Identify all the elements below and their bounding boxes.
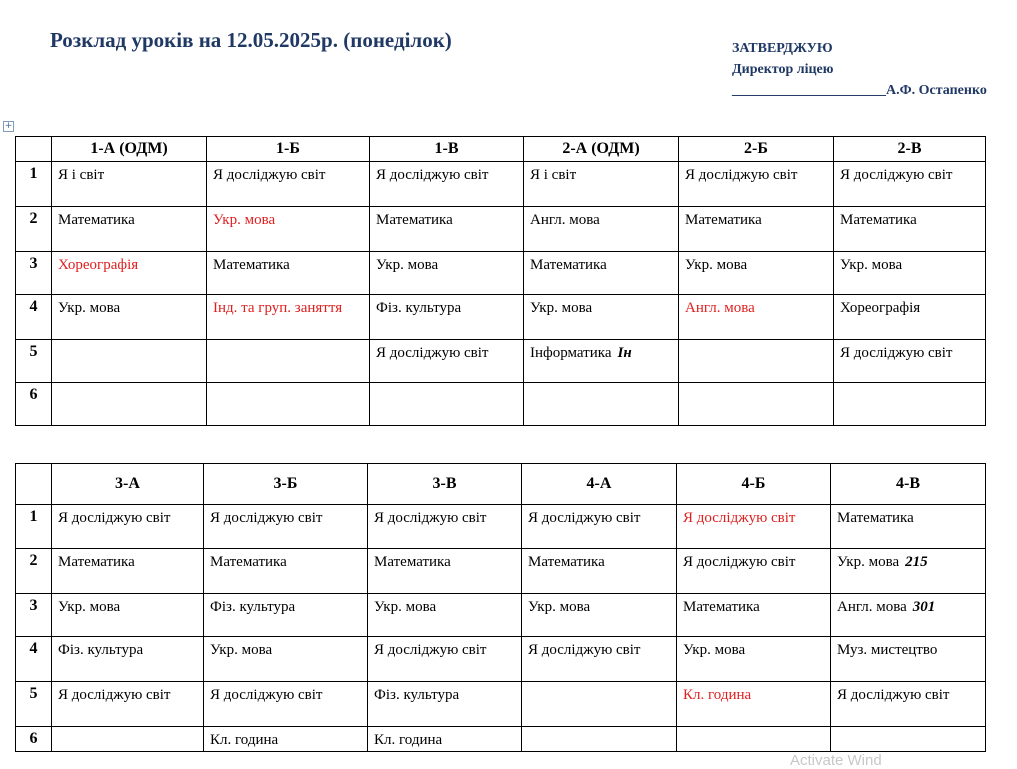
subject-name: Інформатика [530, 345, 612, 361]
lesson-cell [207, 340, 370, 383]
lesson-row [16, 252, 986, 295]
lesson-cell [834, 162, 986, 207]
lesson-cell [834, 295, 986, 340]
lesson-cell [831, 682, 986, 727]
approval-heading: ЗАТВЕРДЖУЮ [732, 41, 833, 56]
subject-name: Кл. година [210, 732, 279, 748]
subject-name: Я досліджую світ [213, 167, 326, 183]
lesson-cell [52, 207, 207, 252]
header-class: 3-А [52, 464, 204, 505]
subject-name: Я досліджую світ [210, 687, 323, 703]
header-row [16, 137, 986, 162]
subject-name: Математика [374, 554, 451, 570]
move-table-icon[interactable]: + [4, 121, 13, 131]
schedule-table-grades-1-2 [15, 136, 986, 426]
lesson-cell [524, 383, 679, 426]
subject-name: Я і світ [530, 167, 577, 183]
subject-name: Я досліджую світ [685, 167, 798, 183]
lesson-row [16, 162, 986, 207]
lesson-row [16, 207, 986, 252]
subject-name: Я досліджую світ [683, 554, 796, 570]
lesson-cell [52, 295, 207, 340]
lesson-cell [207, 162, 370, 207]
lesson-cell [368, 637, 522, 682]
lesson-cell [52, 162, 207, 207]
lesson-cell [522, 594, 677, 637]
lesson-number: 2 [16, 207, 52, 252]
lesson-number: 1 [16, 162, 52, 207]
header-class: 4-В [831, 464, 986, 505]
subject-name: Я досліджую світ [840, 345, 953, 361]
lesson-row [16, 549, 986, 594]
lesson-row [16, 594, 986, 637]
subject-name: Математика [213, 257, 290, 273]
header-class: 4-Б [677, 464, 831, 505]
lesson-row [16, 637, 986, 682]
room-number: 215 [905, 554, 928, 570]
lesson-cell [52, 682, 204, 727]
lesson-cell [831, 727, 986, 752]
room-number: Ін [617, 345, 632, 361]
subject-name: Я досліджую світ [376, 167, 489, 183]
subject-name: Укр. мова [374, 599, 437, 615]
watermark-text: Activate Wind [790, 752, 882, 769]
subject-name: Укр. мова [213, 212, 276, 228]
lesson-cell [368, 549, 522, 594]
subject-name: Математика [683, 599, 760, 615]
subject-name: Я досліджую світ [840, 167, 953, 183]
subject-name: Я і світ [58, 167, 105, 183]
subject-name: Укр. мова [58, 599, 121, 615]
lesson-cell [522, 505, 677, 549]
lesson-cell [52, 549, 204, 594]
lesson-cell [524, 162, 679, 207]
lesson-cell [52, 727, 204, 752]
lesson-cell [522, 727, 677, 752]
subject-name: Я досліджую світ [374, 510, 487, 526]
subject-name: Англ. мова [685, 300, 755, 316]
subject-name: Кл. година [683, 687, 752, 703]
lesson-number: 6 [16, 383, 52, 426]
lesson-cell [370, 295, 524, 340]
lesson-row [16, 295, 986, 340]
lesson-cell [677, 549, 831, 594]
lesson-cell [204, 594, 368, 637]
lesson-cell [368, 682, 522, 727]
subject-name: Я досліджую світ [210, 510, 323, 526]
header-class: 3-Б [204, 464, 368, 505]
lesson-cell [522, 549, 677, 594]
subject-name: Англ. мова [837, 599, 907, 615]
header-class: 1-А (ОДМ) [52, 137, 207, 162]
subject-name: Математика [685, 212, 762, 228]
header-class: 2-А (ОДМ) [524, 137, 679, 162]
lesson-number: 2 [16, 549, 52, 594]
subject-name: Муз. мистецтво [837, 642, 938, 658]
approval-position: Директор ліцею [732, 62, 834, 77]
lesson-number: 3 [16, 594, 52, 637]
subject-name: Фіз. культура [376, 300, 462, 316]
subject-name: Математика [376, 212, 453, 228]
subject-name: Математика [58, 554, 135, 570]
lesson-cell [677, 682, 831, 727]
header-class: 1-В [370, 137, 524, 162]
lesson-cell [207, 207, 370, 252]
lesson-cell [370, 252, 524, 295]
page-title: Розклад уроків на 12.05.2025р. (понеділок) [50, 28, 452, 52]
lesson-row [16, 727, 986, 752]
lesson-cell [679, 162, 834, 207]
header-lesson-number [16, 137, 52, 162]
subject-name: Я досліджую світ [528, 642, 641, 658]
lesson-cell [52, 252, 207, 295]
lesson-cell [834, 252, 986, 295]
subject-name: Укр. мова [58, 300, 121, 316]
schedule-table-grades-3-4 [15, 463, 986, 752]
lesson-cell [831, 637, 986, 682]
lesson-row [16, 383, 986, 426]
lesson-cell [370, 162, 524, 207]
subject-name: Укр. мова [685, 257, 748, 273]
lesson-cell [52, 637, 204, 682]
lesson-number: 6 [16, 727, 52, 752]
lesson-cell [204, 637, 368, 682]
subject-name: Я досліджую світ [837, 687, 950, 703]
lesson-row [16, 682, 986, 727]
subject-name: Я досліджую світ [58, 510, 171, 526]
lesson-cell [679, 383, 834, 426]
lesson-cell [370, 207, 524, 252]
lesson-cell [204, 505, 368, 549]
subject-name: Я досліджую світ [374, 642, 487, 658]
lesson-cell [370, 383, 524, 426]
lesson-cell [207, 295, 370, 340]
subject-name: Фіз. культура [374, 687, 460, 703]
subject-name: Укр. мова [210, 642, 273, 658]
lesson-cell [834, 383, 986, 426]
lesson-cell [679, 295, 834, 340]
lesson-cell [204, 727, 368, 752]
subject-name: Англ. мова [530, 212, 600, 228]
subject-name: Математика [58, 212, 135, 228]
subject-name: Укр. мова [528, 599, 591, 615]
lesson-cell [524, 252, 679, 295]
subject-name: Кл. година [374, 732, 443, 748]
lesson-cell [368, 727, 522, 752]
lesson-cell [52, 594, 204, 637]
lesson-number: 5 [16, 340, 52, 383]
lesson-cell [52, 340, 207, 383]
room-number: 301 [912, 599, 936, 615]
lesson-cell [207, 252, 370, 295]
lesson-cell [524, 340, 679, 383]
header-class: 2-В [834, 137, 986, 162]
subject-name: Я досліджую світ [683, 510, 796, 526]
lesson-row [16, 505, 986, 549]
lesson-cell [52, 383, 207, 426]
header-row [16, 464, 986, 505]
lesson-cell [831, 549, 986, 594]
lesson-cell [677, 505, 831, 549]
subject-name: Фіз. культура [210, 599, 296, 615]
subject-name: Укр. мова [530, 300, 593, 316]
lesson-number: 5 [16, 682, 52, 727]
header-class: 4-А [522, 464, 677, 505]
lesson-cell [204, 549, 368, 594]
subject-name: Укр. мова [837, 554, 900, 570]
subject-name: Укр. мова [840, 257, 903, 273]
lesson-cell [831, 505, 986, 549]
lesson-cell [522, 637, 677, 682]
lesson-cell [524, 295, 679, 340]
lesson-cell [679, 340, 834, 383]
lesson-cell [677, 594, 831, 637]
subject-name: Математика [528, 554, 605, 570]
subject-name: Математика [530, 257, 607, 273]
subject-name: Математика [837, 510, 914, 526]
subject-name: Я досліджую світ [58, 687, 171, 703]
lesson-cell [679, 207, 834, 252]
lesson-number: 4 [16, 295, 52, 340]
subject-name: Математика [840, 212, 917, 228]
lesson-cell [207, 383, 370, 426]
subject-name: Інд. та груп. заняття [213, 300, 343, 316]
subject-name: Укр. мова [376, 257, 439, 273]
lesson-cell [368, 505, 522, 549]
subject-name: Хореографія [58, 257, 139, 273]
lesson-cell [52, 505, 204, 549]
subject-name: Математика [210, 554, 287, 570]
header-class: 1-Б [207, 137, 370, 162]
lesson-cell [677, 637, 831, 682]
subject-name: Хореографія [840, 300, 921, 316]
lesson-cell [679, 252, 834, 295]
lesson-row [16, 340, 986, 383]
lesson-cell [834, 340, 986, 383]
approval-signature-line: ______________________А.Ф. Остапенко [732, 83, 987, 98]
lesson-cell [831, 594, 986, 637]
lesson-number: 3 [16, 252, 52, 295]
lesson-cell [204, 682, 368, 727]
lesson-number: 4 [16, 637, 52, 682]
subject-name: Я досліджую світ [376, 345, 489, 361]
lesson-cell [522, 682, 677, 727]
lesson-cell [368, 594, 522, 637]
subject-name: Фіз. культура [58, 642, 144, 658]
header-class: 3-В [368, 464, 522, 505]
header-lesson-number [16, 464, 52, 505]
lesson-cell [524, 207, 679, 252]
lesson-cell [370, 340, 524, 383]
subject-name: Укр. мова [683, 642, 746, 658]
approval-block [732, 38, 987, 101]
lesson-cell [677, 727, 831, 752]
lesson-cell [834, 207, 986, 252]
header-class: 2-Б [679, 137, 834, 162]
lesson-number: 1 [16, 505, 52, 549]
subject-name: Я досліджую світ [528, 510, 641, 526]
